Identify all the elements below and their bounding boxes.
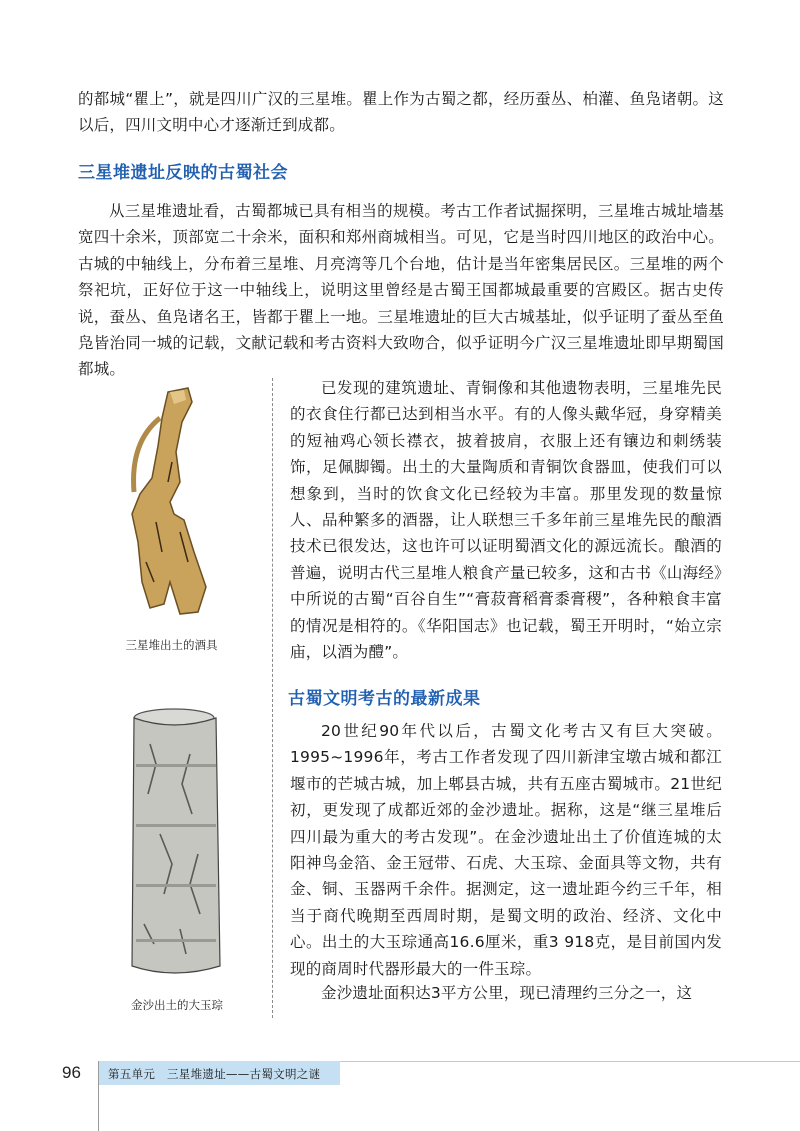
sanxingdui-city-paragraph: 从三星堆遗址看，古蜀都城已具有相当的规模。考古工作者试掘探明，三星堆古城址墙基宽四十余米，顶部宽二十余米，面积和郑州商城相当。可见，它是当时四川地区的政治中心。古城的中轴线上，分布着三星堆、月亮湾等几个台地，估计是当年密集居民区。三星堆的两个祭祀坑，正好位于这一中轴线上，说明这里曾经是古蜀王国都城最重要的宫殿区。据古史传说，蚕丛、鱼凫诸名王，皆都于瞿上一地。三星堆遗址的巨大古城基址，似乎证明了蚕丛至鱼凫皆治同一城的记载，文献记载和考古资料大致吻合，似乎证明今广汉三星堆遗址即早期蜀国都城。 [78, 202, 724, 379]
wine-vessel-image [110, 382, 222, 622]
page-number: 96 [62, 1063, 81, 1082]
jinsha-paragraph: 20世纪90年代以后，古蜀文化考古又有巨大突破。1995~1996年，考古工作者发现了四川新津宝墩古城和都江堰市的芒城古城，加上郫县古城，共有五座古蜀城市。21世纪初，更发现了成都近郊的金沙遗址。据称，这是“继三星堆后四川最为重大的考古发现”。在金沙遗址出土了价值连城的太阳神鸟金箔、金王冠带、石虎、大玉琮、金面具等文物，共有金、铜、玉器两千余件。据测定，这一遗址距今约三千年，相当于商代晚期至西周时期，是蜀文明的政治、经济、文化中心。出土的大玉琮通高16.6厘米，重3 918克，是目前国内发现的商周时代器形最大的一件玉琮。 [290, 722, 722, 978]
jade-cong-image [120, 704, 230, 979]
unit-title: 第五单元 三星堆遗址——古蜀文明之谜 [108, 1067, 321, 1081]
section-heading-latest-findings: 古蜀文明考古的最新成果 [288, 689, 481, 709]
section-heading-sanxingdui-society: 三星堆遗址反映的古蜀社会 [78, 163, 288, 183]
wine-vessel-caption: 三星堆出土的酒具 [125, 638, 218, 652]
intro-paragraph: 的都城“瞿上”，就是四川广汉的三星堆。瞿上作为古蜀之都，经历蚕丛、柏灌、鱼凫诸朝。这以后，四川文明中心才逐渐迁到成都。 [78, 90, 724, 135]
daily-life-paragraph: 已发现的建筑遗址、青铜像和其他遗物表明，三星堆先民的衣食住行都已达到相当水平。有的人像头戴华冠，身穿精美的短袖鸡心领长襟衣，披着披肩，衣服上还有镶边和刺绣装饰，足佩脚镯。出土的大量陶质和青铜饮食器皿，使我们可以想象到，当时的饮食文化已经较为丰富。那里发现的数量惊人、品种繁多的酒器，让人联想三千多年前三星堆先民的酿酒技术已很发达，这也许可以证明蜀酒文化的源远流长。酿酒的普遍，说明古代三星堆人粮食产量已较多，这和古书《山海经》中所说的古蜀“百谷自生”“膏菽膏稻膏黍膏稷”，各种粮食丰富的情况是相符的。《华阳国志》也记载，蜀王开明时，“始立宗庙，以酒为醴”。 [290, 379, 722, 662]
jade-cong-caption: 金沙出土的大玉琮 [131, 998, 223, 1012]
jinsha-area-paragraph: 金沙遗址面积达3平方公里，现已清理约三分之一，这 [321, 984, 693, 1002]
footer-margin-line [98, 1061, 99, 1131]
column-divider [272, 378, 273, 1018]
